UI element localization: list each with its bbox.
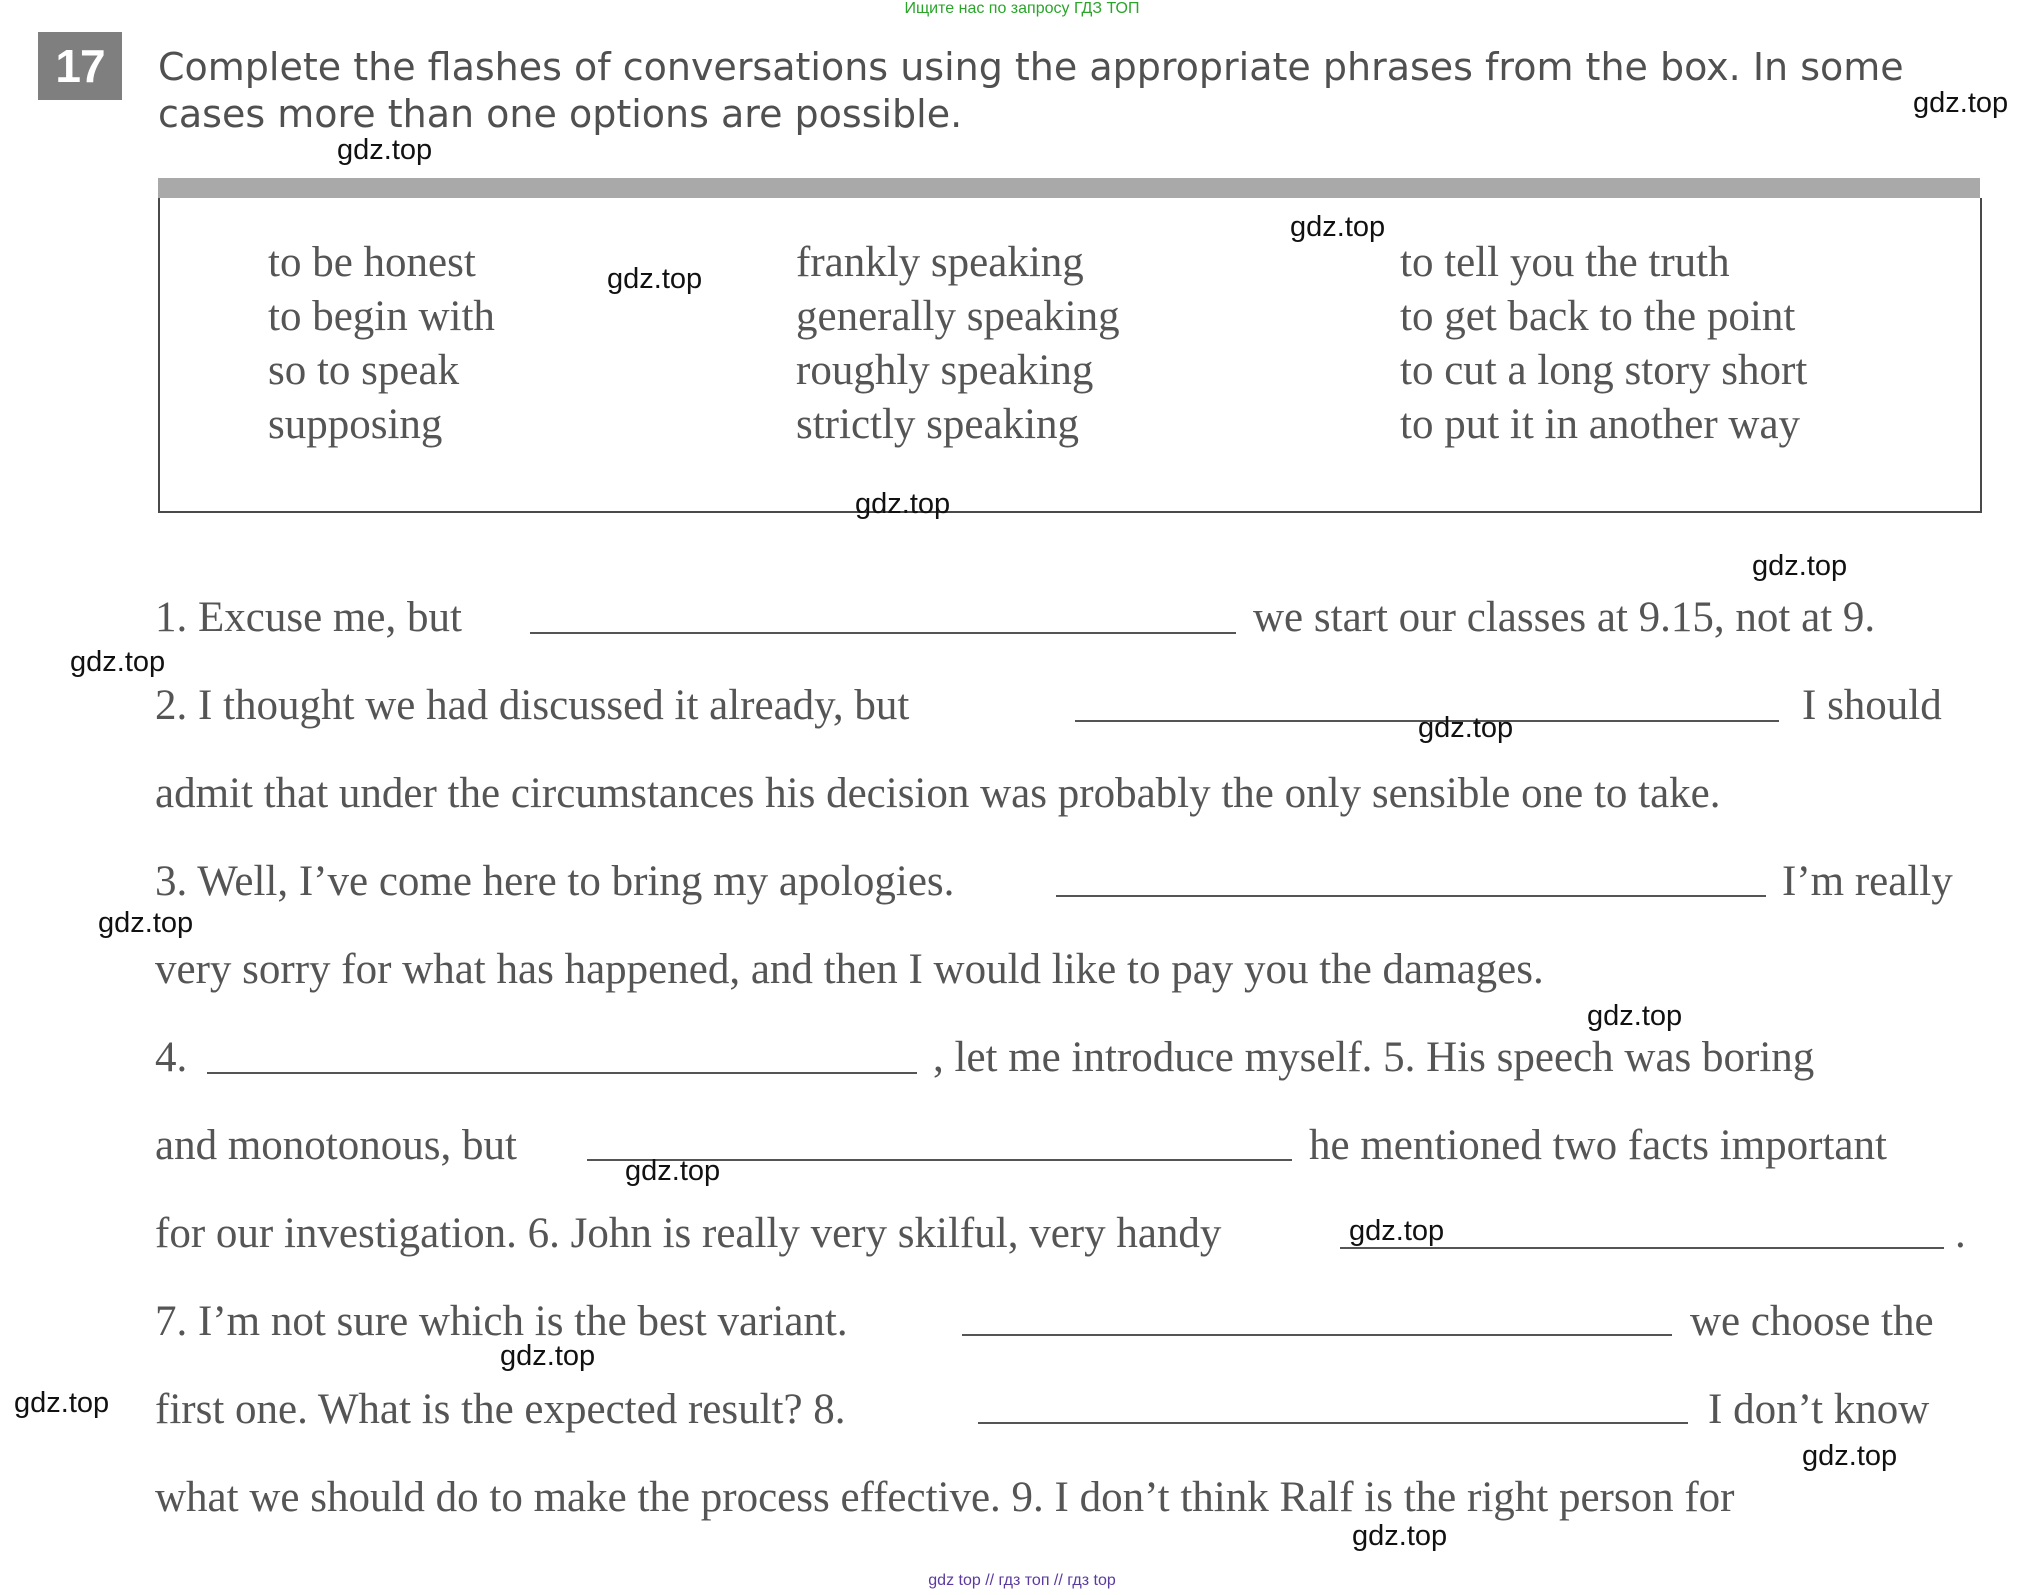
text-line: we choose the xyxy=(1690,1298,1934,1345)
watermark: gdz.top xyxy=(1290,211,1386,243)
watermark: gdz.top xyxy=(1418,712,1514,744)
top-banner: Ищите нас по запросу ГДЗ ТОП xyxy=(904,0,1140,17)
exercise-instructions: Complete the flashes of conversations using the appropriate phrases from the box. In some cases more than one options are possible. xyxy=(158,45,1904,136)
watermark: gdz.top xyxy=(14,1387,110,1419)
phrase: generally speaking xyxy=(796,293,1120,340)
phrase: strictly speaking xyxy=(796,401,1080,448)
phrase: frankly speaking xyxy=(796,239,1084,286)
text-line: I don’t know xyxy=(1708,1386,1930,1433)
text-line: I’m really xyxy=(1782,858,1953,905)
phrase: to tell you the truth xyxy=(1400,239,1730,286)
text-line: first one. What is the expected result? 8. xyxy=(155,1386,846,1433)
text-line: 3. Well, I’ve come here to bring my apologies. xyxy=(155,858,955,905)
text-line: for our investigation. 6. John is really very skilful, very handy xyxy=(155,1210,1222,1257)
watermark: gdz.top xyxy=(855,488,951,520)
text-line: 7. I’m not sure which is the best variant. xyxy=(155,1298,848,1345)
answer-blank-8[interactable] xyxy=(978,1422,1688,1424)
phrase: to begin with xyxy=(268,293,495,340)
watermark: gdz.top xyxy=(607,263,703,295)
text-line: admit that under the circumstances his decision was probably the only sensible one to take. xyxy=(155,770,1721,817)
watermark: gdz.top xyxy=(1913,87,2009,119)
text-line: 2. I thought we had discussed it already, but xyxy=(155,682,910,729)
watermark: gdz.top xyxy=(1752,550,1848,582)
watermark: gdz.top xyxy=(70,646,166,678)
watermark: gdz.top xyxy=(1587,1000,1683,1032)
text-line: what we should do to make the process effective. 9. I don’t think Ralf is the right person for xyxy=(155,1474,1735,1521)
footer: gdz top // гдз топ // гдз top xyxy=(928,1572,1116,1589)
answer-blank-4[interactable] xyxy=(207,1072,917,1074)
phrase-box xyxy=(158,198,1982,513)
answer-blank-3[interactable] xyxy=(1056,895,1766,897)
watermark: gdz.top xyxy=(337,134,433,166)
answer-blank-7[interactable] xyxy=(962,1334,1672,1336)
exercise-number-badge: 17 xyxy=(38,32,122,100)
text-line: he mentioned two facts important xyxy=(1309,1122,1887,1169)
phrase: to get back to the point xyxy=(1400,293,1796,340)
phrase: to put it in another way xyxy=(1400,401,1801,448)
text-line: I should xyxy=(1802,682,1942,729)
text-line: , let me introduce myself. 5. His speech was boring xyxy=(933,1034,1815,1081)
watermark: gdz.top xyxy=(98,907,194,939)
phrase-box-header-bar xyxy=(158,178,1980,200)
watermark: gdz.top xyxy=(625,1155,721,1187)
phrase: roughly speaking xyxy=(796,347,1094,394)
text-line: and monotonous, but xyxy=(155,1122,517,1169)
watermark: gdz.top xyxy=(1349,1215,1445,1247)
phrase: supposing xyxy=(268,401,443,448)
text-line: . xyxy=(1955,1210,1966,1257)
watermark: gdz.top xyxy=(1802,1440,1898,1472)
answer-blank-1[interactable] xyxy=(530,632,1236,634)
text-line: 1. Excuse me, but xyxy=(155,594,462,641)
text-line: we start our classes at 9.15, not at 9. xyxy=(1253,594,1876,641)
text-line: 4. xyxy=(155,1034,188,1081)
watermark: gdz.top xyxy=(1352,1520,1448,1552)
phrase: so to speak xyxy=(268,347,460,394)
phrase: to cut a long story short xyxy=(1400,347,1808,394)
text-line: very sorry for what has happened, and then I would like to pay you the damages. xyxy=(155,946,1544,993)
watermark: gdz.top xyxy=(500,1340,596,1372)
phrase: to be honest xyxy=(268,239,476,286)
